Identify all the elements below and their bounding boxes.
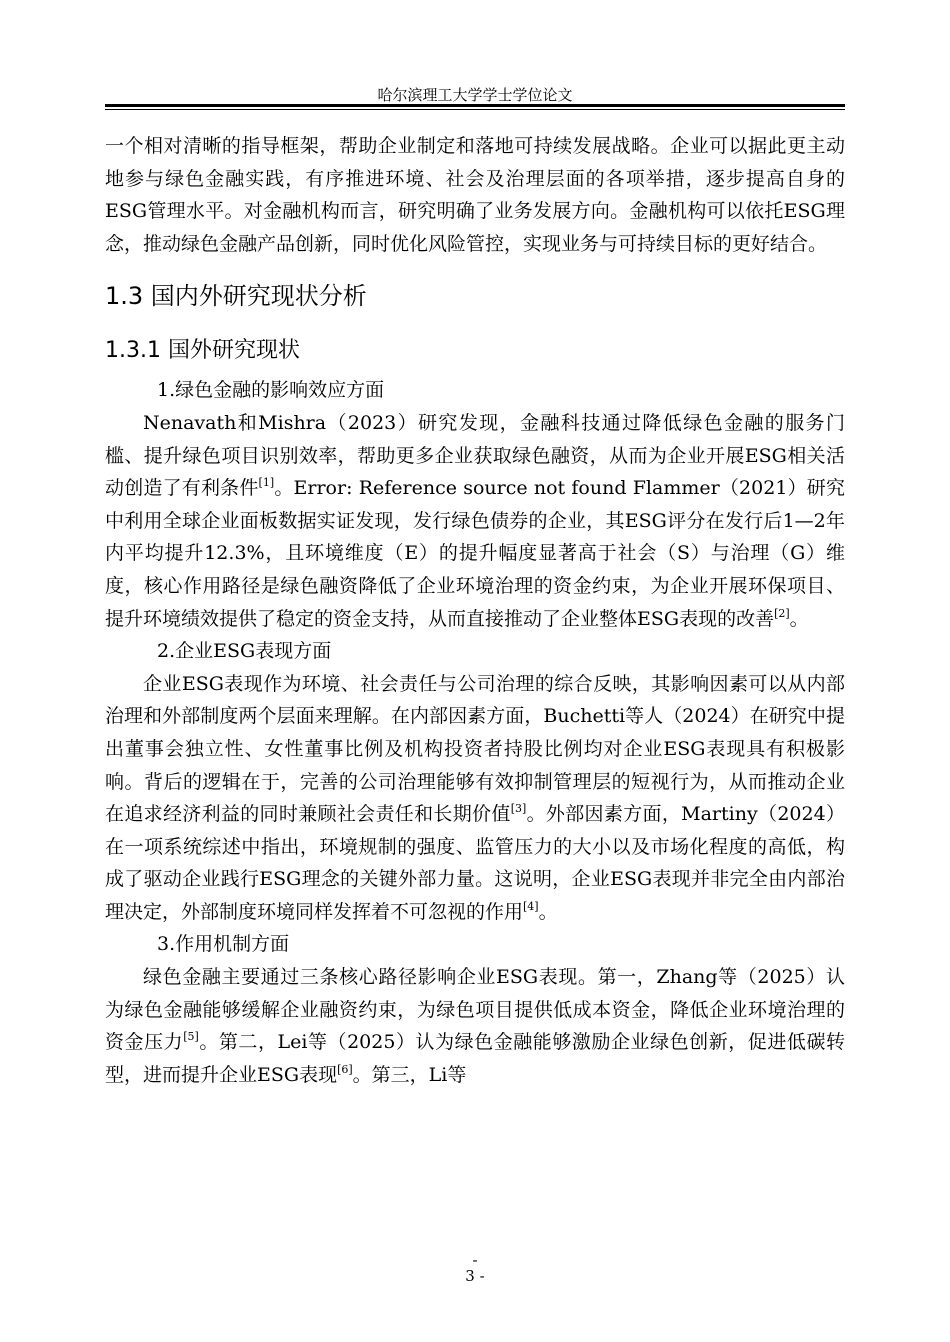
- text-run: 绿色金融主要通过三条核心路径影响企业ESG表现。第一，Zhang等（2025）认为绿色金融能够缓解企业融资约束，为绿色项目提供低成本资金，降低企业环境治理的资金压力: [105, 966, 845, 1054]
- paragraph-mechanism: [105, 961, 845, 1091]
- page-footer: [0, 1252, 950, 1284]
- page-body: [105, 130, 845, 1091]
- header-rule-thick: [105, 104, 845, 107]
- text-run: 。外部因素方面，Martiny（2024）在一项系统综述中指出，环境规制的强度、监管压力的大小以及市场化程度的高低，构成了驱动企业践行ESG理念的关键外部力量。这说明，企业ESG表现并非完全由内部治理决定，外部制度环境同样发挥着不可忽视的作用: [105, 803, 845, 923]
- citation-ref: [5]: [183, 1030, 199, 1044]
- paragraph-intro: 一个相对清晰的指导框架，帮助企业制定和落地可持续发展战略。企业可以据此更主动地参与绿色金融实践，有序推进环境、社会及治理层面的各项举措，逐步提高自身的ESG管理水平。对金融机构而言，研究明确了业务发展方向。金融机构可以依托ESG理念，推动绿色金融产品创新，同时优化风险管控，实现业务与可持续目标的更好结合。: [105, 135, 845, 255]
- citation-ref: [3]: [510, 802, 527, 816]
- text-run: 。: [789, 607, 809, 630]
- subsection-heading-1-3-1: 1.3.1 国外研究现状: [105, 338, 300, 364]
- text-run: 。: [538, 900, 558, 923]
- citation-ref: [6]: [337, 1062, 353, 1076]
- item-heading-2: 2.企业ESG表现方面: [157, 640, 332, 663]
- citation-ref: [1]: [258, 476, 275, 490]
- paragraph-green-finance-effects: [105, 407, 845, 635]
- text-run: 。第二，Lei等（2025）认为绿色金融能够激励企业绿色创新，促进低碳转型，进而提升企业ESG表现: [105, 1031, 845, 1086]
- running-header: 哈尔滨理工大学学士学位论文: [377, 86, 573, 104]
- citation-ref: [2]: [774, 606, 790, 620]
- footer-dash: -: [472, 1251, 478, 1269]
- paragraph-esg-performance: [105, 668, 845, 929]
- header-rule-thin: [105, 109, 845, 110]
- citation-ref: [4]: [523, 899, 539, 913]
- section-heading-1-3: 1.3 国内外研究现状分析: [105, 282, 367, 311]
- text-run: 。第三，Li等: [352, 1063, 467, 1086]
- item-heading-1: 1.绿色金融的影响效应方面: [157, 379, 385, 402]
- item-heading-3: 3.作用机制方面: [157, 933, 290, 956]
- text-run: 企业ESG表现作为环境、社会责任与公司治理的综合反映，其影响因素可以从内部治理和外部制度两个层面来理解。在内部因素方面，Buchetti等人（2024）在研究中提出董事会独立性、女性董事比例及机构投资者持股比例均对企业ESG表现具有积极影响。背后的逻辑在于，完善的公司治理能够有效抑制管理层的短视行为，从而推动企业在追求经济利益的同时兼顾社会责任和长期价值: [105, 672, 845, 826]
- text-run: 。Error: Reference source not found Flammer（2021）研究中利用全球企业面板数据实证发现，发行绿色债券的企业，其ESG评分在发行后1—2年内平均提升12.3%，且环境维度（E）的提升幅度显著高于社会（S）与治理（G）维度，核心作用路径是绿色融资降低了企业环境治理的资金约束，为企业开展环保项目、提升环境绩效提供了稳定的资金支持，从而直接推动了企业整体ESG表现的改善: [105, 477, 845, 630]
- page-number: 3 -: [465, 1267, 485, 1285]
- text-run: Nenavath和Mishra（2023）研究发现，金融科技通过降低绿色金融的服务门槛、提升绿色项目识别效率，帮助更多企业获取绿色融资，从而为企业开展ESG相关活动创造了有利条件: [105, 411, 845, 500]
